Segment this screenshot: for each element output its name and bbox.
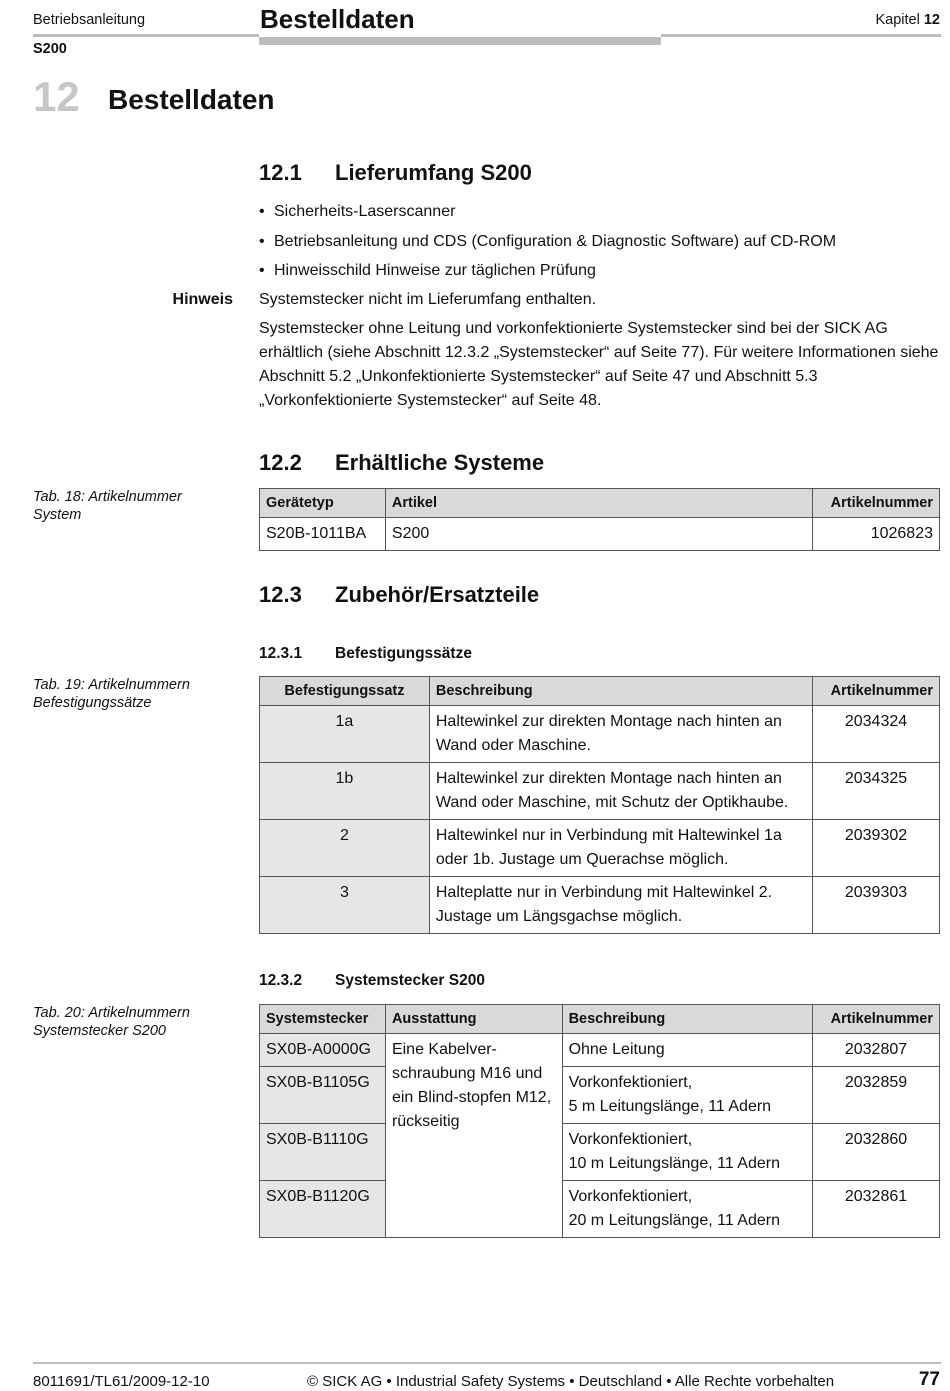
cell-description: Haltewinkel zur direkten Montage nach hinten an Wand oder Maschine. — [429, 706, 812, 763]
list-item: • Betriebsanleitung und CDS (Configuration & Diagnostic Software) auf CD-ROM — [259, 230, 939, 260]
column-header: Systemstecker — [260, 1005, 386, 1034]
subsection-title: Systemstecker S200 — [335, 972, 485, 989]
chapter-number: 12 — [33, 73, 80, 120]
delivery-list — [259, 200, 939, 289]
header-doc-type: Betriebsanleitung — [33, 12, 146, 28]
column-header: Artikelnummer — [813, 677, 940, 706]
description-line: Vorkonfektioniert, — [568, 1074, 693, 1091]
cell-article-number: 2032860 — [813, 1124, 940, 1181]
mounting-kits-table — [259, 676, 940, 934]
column-header: Artikelnummer — [813, 489, 940, 518]
cell-kit: 2 — [260, 820, 430, 877]
cell-description: Ohne Leitung — [562, 1034, 812, 1067]
table-header-row — [260, 677, 940, 706]
header-rule-middle — [259, 37, 661, 45]
note-label: Hinweis — [172, 291, 233, 308]
cell-description — [562, 1067, 812, 1124]
table-row — [260, 518, 940, 551]
description-line: 10 m Leitungslänge, 11 Adern — [568, 1155, 780, 1172]
table-header-row — [260, 1005, 940, 1034]
cell-plug-code: SX0B-B1105G — [260, 1067, 386, 1124]
cell-description: Haltewinkel nur in Verbindung mit Haltewinkel 1a oder 1b. Justage um Querachse möglich. — [429, 820, 812, 877]
caption-line: Systemstecker S200 — [33, 1023, 166, 1039]
cell-description — [562, 1181, 812, 1238]
section-title: Erhältliche Systeme — [335, 450, 545, 475]
footer-doc-id: 8011691/TL61/2009-12-10 — [33, 1373, 210, 1390]
cell-article-number: 2032861 — [813, 1181, 940, 1238]
list-item: • Hinweisschild Hinweise zur täglichen Prüfung — [259, 259, 939, 289]
cell-kit: 1b — [260, 763, 430, 820]
caption-line: System — [33, 507, 82, 523]
cell-article-number: 2032807 — [813, 1034, 940, 1067]
subsection-title: Befestigungssätze — [335, 645, 472, 662]
header-rule-left — [33, 34, 259, 37]
system-plugs-table — [259, 1004, 940, 1238]
column-header: Beschreibung — [562, 1005, 812, 1034]
description-line: 5 m Leitungslänge, 11 Adern — [568, 1098, 772, 1115]
cell-equipment: Eine Kabelver-schraubung M16 und ein Blind-stopfen M12, rückseitig — [385, 1034, 562, 1238]
subsection-number: 12.3.2 — [259, 972, 303, 989]
table-row — [260, 820, 940, 877]
table-row — [260, 1067, 940, 1124]
caption-line: Befestigungssätze — [33, 695, 152, 711]
section-heading-12-1 — [259, 160, 532, 186]
cell-article-number: 2034325 — [813, 763, 940, 820]
cell-description: Haltewinkel zur direkten Montage nach hinten an Wand oder Maschine, mit Schutz der Optikhaube. — [429, 763, 812, 820]
cell-plug-code: SX0B-B1120G — [260, 1181, 386, 1238]
cell-article: S200 — [385, 518, 812, 551]
header-chapter-label: Kapitel — [875, 12, 920, 28]
table-caption-18 — [33, 488, 233, 524]
cell-kit: 1a — [260, 706, 430, 763]
footer-rule — [33, 1362, 941, 1364]
header-product: S200 — [33, 41, 67, 57]
cell-article-number: 2032859 — [813, 1067, 940, 1124]
section-number: 12.3 — [259, 582, 302, 607]
cell-article-number: 2039303 — [813, 877, 940, 934]
footer-page-number: 77 — [918, 1369, 940, 1390]
footer-copyright: © SICK AG • Industrial Safety Systems • Deutschland • Alle Rechte vorbehalten — [307, 1373, 835, 1390]
table-row — [260, 706, 940, 763]
header-rule-right — [661, 34, 941, 37]
note-paragraph: Systemstecker ohne Leitung und vorkonfektionierte Systemstecker sind bei der SICK AG erhältlich (siehe Abschnitt 12.3.2 „Systemstecker“ auf Seite 77). Für weitere Informationen siehe Abschnitt 5.2 „Unkonfektionierte Systemstecker“ auf Seite 47 und Abschnitt 5.3 „Vorkonfektionierte Systemstecker“ auf Seite 48. — [259, 320, 939, 409]
table-row — [260, 1034, 940, 1067]
cell-plug-code: SX0B-A0000G — [260, 1034, 386, 1067]
column-header: Artikelnummer — [813, 1005, 940, 1034]
chapter-title: Bestelldaten — [108, 84, 275, 115]
description-line: Vorkonfektioniert, — [568, 1188, 693, 1205]
cell-article-number: 2034324 — [813, 706, 940, 763]
subsection-heading-12-3-2 — [259, 972, 485, 990]
table-caption-19 — [33, 676, 233, 712]
section-number: 12.1 — [259, 160, 302, 185]
cell-plug-code: SX0B-B1110G — [260, 1124, 386, 1181]
note-line: Systemstecker nicht im Lieferumfang enthalten. — [259, 291, 597, 308]
description-line: 20 m Leitungslänge, 11 Adern — [568, 1212, 780, 1229]
subsection-heading-12-3-1 — [259, 645, 472, 663]
section-heading-12-2 — [259, 450, 544, 476]
section-number: 12.2 — [259, 450, 302, 475]
column-header: Beschreibung — [429, 677, 812, 706]
cell-article-number: 1026823 — [813, 518, 940, 551]
column-header: Ausstattung — [385, 1005, 562, 1034]
header-title: Bestelldaten — [260, 4, 415, 34]
caption-line: Tab. 19: Artikelnummern — [33, 677, 190, 693]
header-chapter-number: 12 — [923, 12, 940, 28]
header-chapter — [875, 12, 940, 28]
table-header-row — [260, 489, 940, 518]
list-item: • Sicherheits-Laserscanner — [259, 200, 939, 230]
cell-article-number: 2039302 — [813, 820, 940, 877]
section-title: Lieferumfang S200 — [335, 160, 532, 185]
cell-description: Halteplatte nur in Verbindung mit Haltewinkel 2. Justage um Längsgachse möglich. — [429, 877, 812, 934]
cell-kit: 3 — [260, 877, 430, 934]
description-line: Vorkonfektioniert, — [568, 1131, 693, 1148]
table-row — [260, 1181, 940, 1238]
table-caption-20 — [33, 1004, 233, 1040]
column-header: Befestigungssatz — [260, 677, 430, 706]
column-header: Gerätetyp — [260, 489, 386, 518]
section-title: Zubehör/Ersatzteile — [335, 582, 540, 607]
systems-table — [259, 488, 940, 551]
table-row — [260, 763, 940, 820]
table-row — [260, 1124, 940, 1181]
column-header: Artikel — [385, 489, 812, 518]
cell-description — [562, 1124, 812, 1181]
cell-device-type: S20B-1011BA — [260, 518, 386, 551]
section-heading-12-3 — [259, 582, 539, 608]
table-row — [260, 877, 940, 934]
caption-line: Tab. 18: Artikelnummer — [33, 489, 182, 505]
caption-line: Tab. 20: Artikelnummern — [33, 1005, 190, 1021]
subsection-number: 12.3.1 — [259, 645, 303, 662]
